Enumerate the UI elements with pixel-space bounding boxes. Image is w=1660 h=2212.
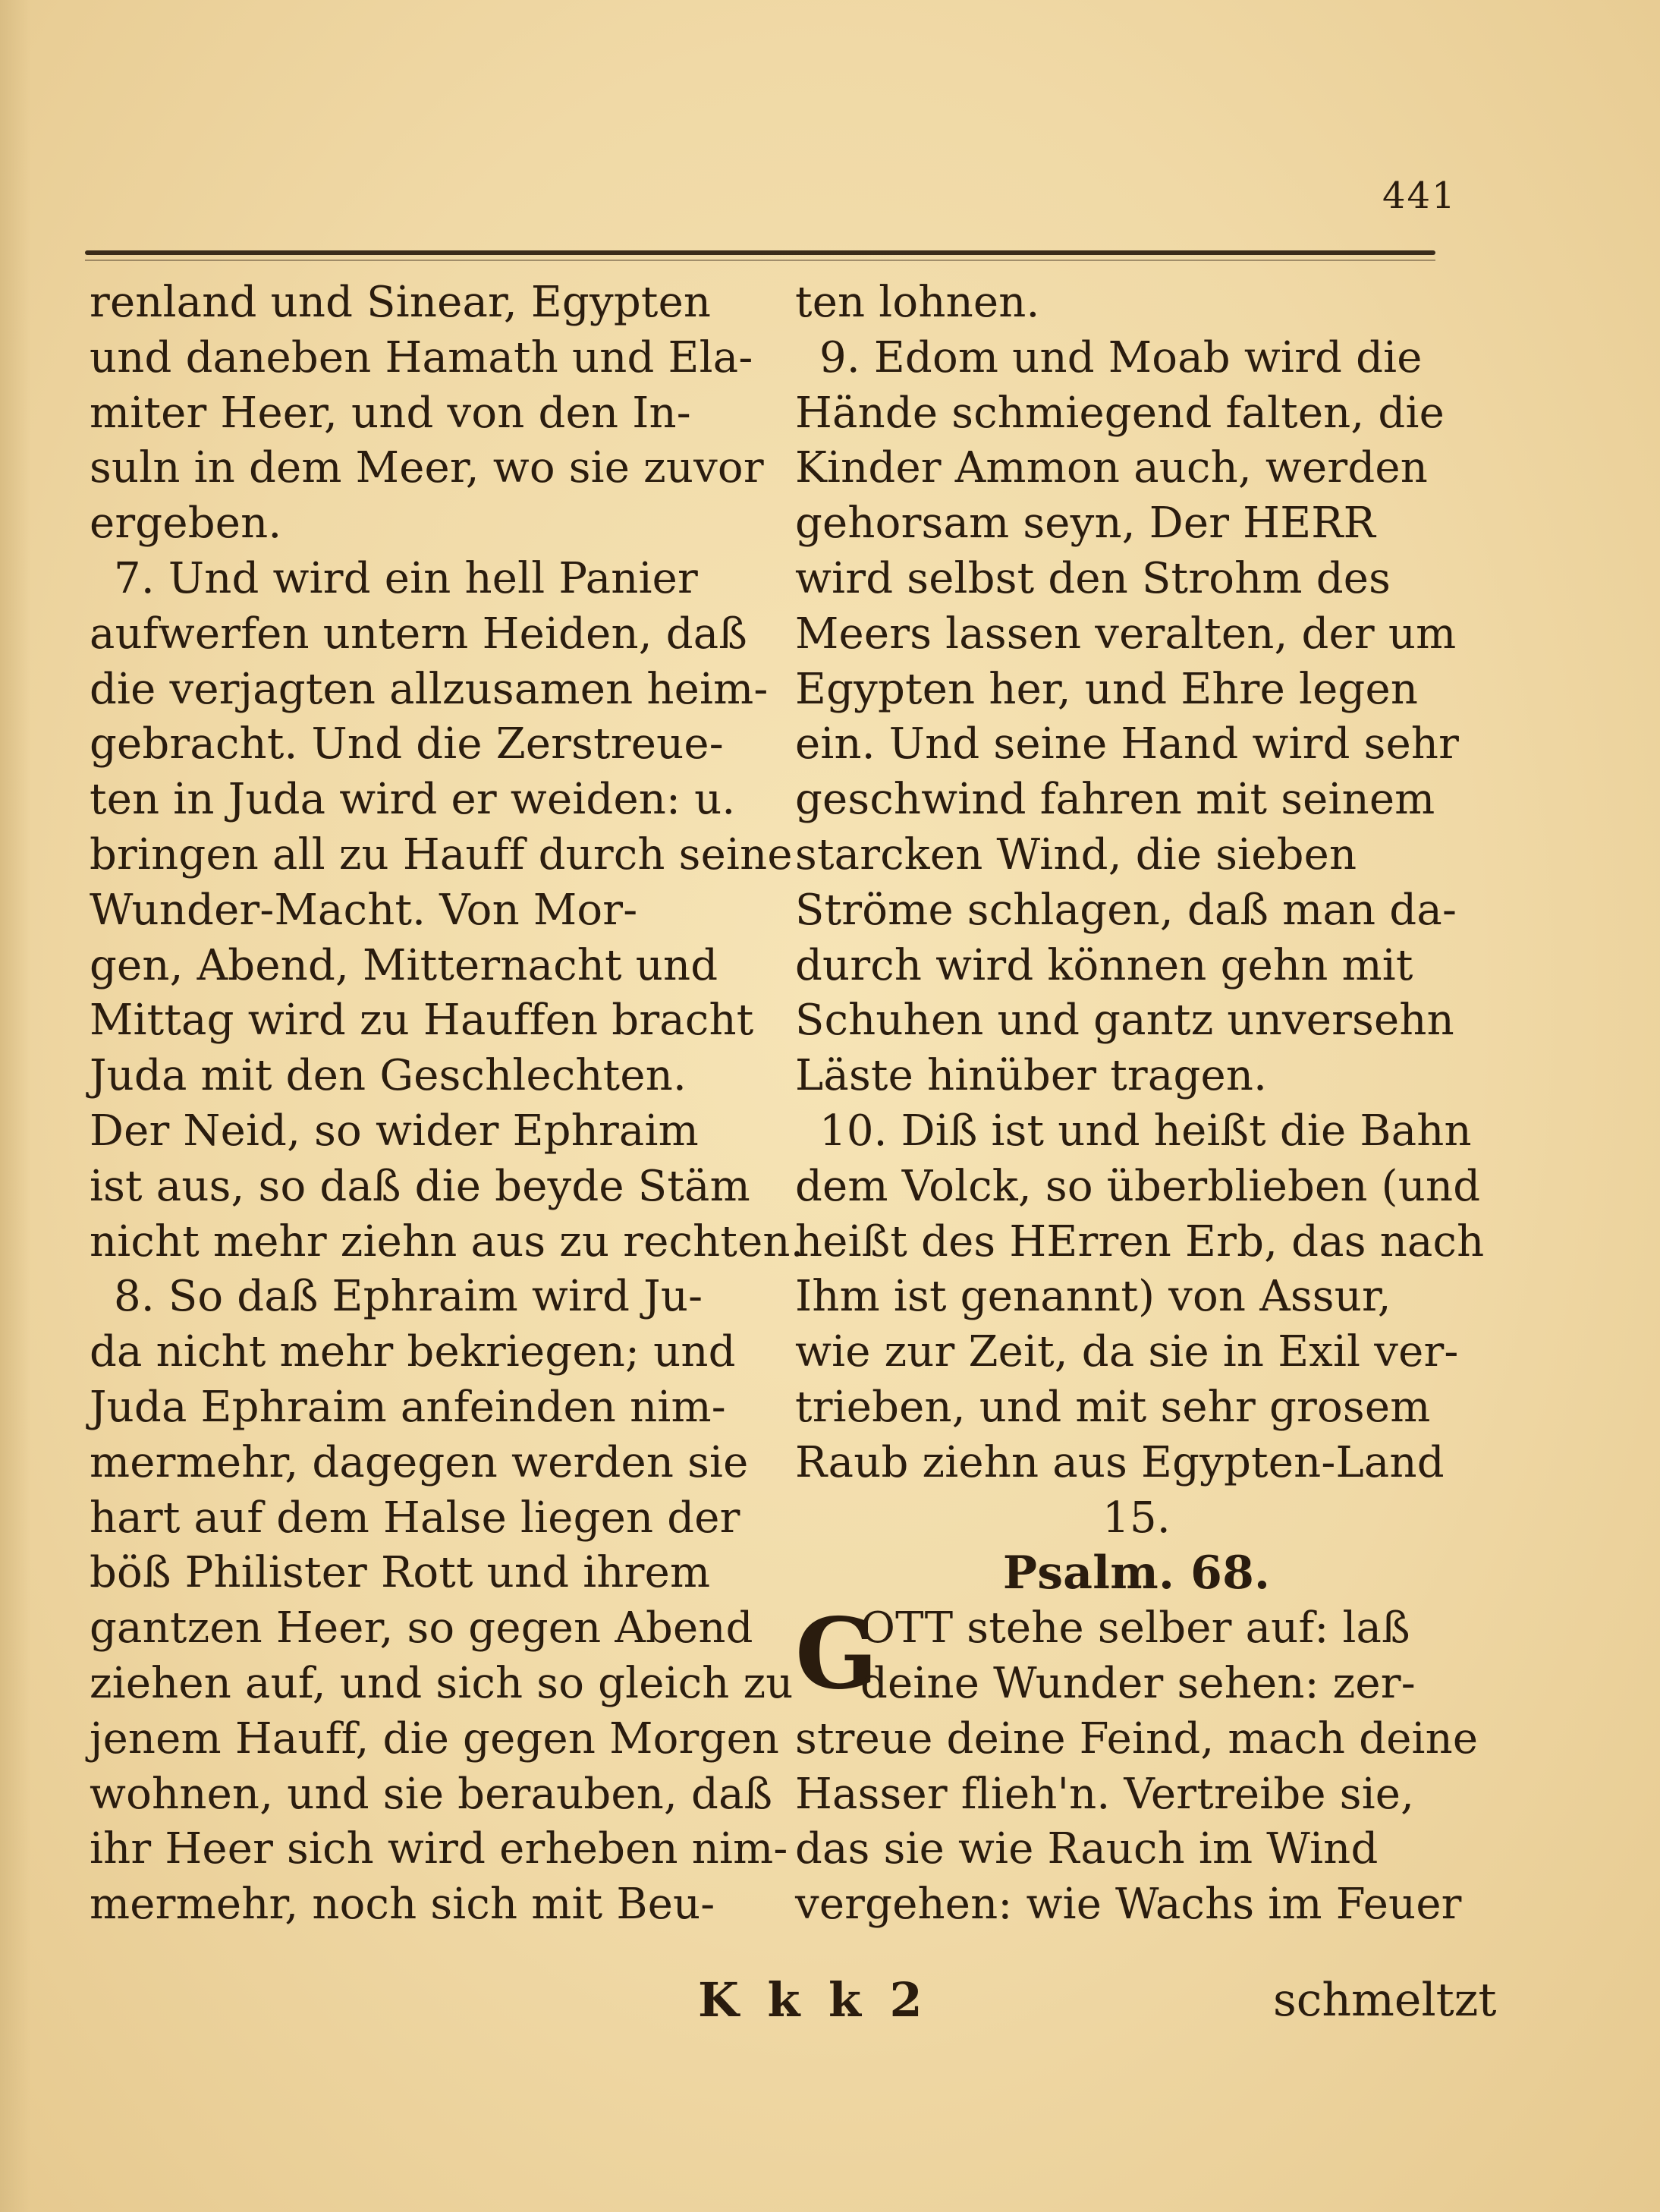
psalm-first-line-text: OTT stehe selber auf: laß (860, 1603, 1410, 1653)
printer-signature: K k k 2 (698, 1972, 929, 2028)
section-end-marker: 15. (1102, 1493, 1171, 1543)
text-line: Juda mit den Geschlechten. (90, 1051, 687, 1101)
text-line: geschwind fahren mit seinem (795, 775, 1435, 825)
page-gutter-shadow (0, 0, 30, 2212)
text-line: ihr Heer sich wird erheben nim- (90, 1824, 788, 1874)
text-line: Egypten her, und Ehre legen (795, 664, 1419, 714)
text-line: Mittag wird zu Hauffen bracht (90, 996, 754, 1046)
drop-cap-initial: G (795, 1597, 879, 1712)
text-line: gantzen Heer, so gegen Abend (90, 1603, 753, 1653)
text-line: Ströme schlagen, daß man da- (795, 885, 1457, 935)
text-line: die verjagten allzusamen heim- (90, 664, 769, 714)
text-line: wird selbst den Strohm des (795, 553, 1391, 603)
text-line: gen, Abend, Mitternacht und (90, 940, 718, 990)
text-line: jenem Hauff, die gegen Morgen (90, 1713, 780, 1764)
text-line: Der Neid, so wider Ephraim (90, 1106, 699, 1156)
text-line: durch wird können gehn mit (795, 940, 1413, 990)
text-line: Kinder Ammon auch, werden (795, 443, 1428, 493)
verse-start-line: 8. So daß Ephraim wird Ju- (114, 1272, 703, 1322)
text-line: Raub ziehn aus Egypten-Land (795, 1437, 1445, 1487)
text-line: Schuhen und gantz unversehn (795, 996, 1454, 1046)
text-line: ein. Und seine Hand wird sehr (795, 719, 1460, 769)
psalm-second-line: deine Wunder sehen: zer- (860, 1658, 1416, 1708)
text-line: dem Volck, so überblieben (und (795, 1161, 1481, 1211)
text-line: Hände schmiegend falten, die (795, 388, 1445, 438)
psalm-heading: Psalm. 68. (1002, 1547, 1271, 1600)
text-line: böß Philister Rott und ihrem (90, 1548, 711, 1598)
text-line: suln in dem Meer, wo sie zuvor (90, 443, 764, 493)
text-line: wie zur Zeit, da sie in Exil ver- (795, 1327, 1459, 1377)
verse-start-line: 7. Und wird ein hell Panier (114, 553, 698, 603)
text-line: Ihm ist genannt) von Assur, (795, 1272, 1391, 1322)
text-line: trieben, und mit sehr grosem (795, 1382, 1431, 1432)
text-line: hart auf dem Halse liegen der (90, 1493, 740, 1543)
text-line: Hasser flieh'n. Vertreibe sie, (795, 1769, 1415, 1819)
right-column (795, 275, 1485, 1933)
verse-start-line: 9. Edom und Moab wird die (819, 332, 1423, 382)
header-rule-thin (85, 260, 1435, 261)
text-line: Meers lassen veralten, der um (795, 609, 1457, 659)
text-line: miter Heer, und von den In- (90, 388, 691, 438)
text-line: nicht mehr ziehn aus zu rechten. (90, 1216, 804, 1266)
text-line: ist aus, so daß die beyde Stäm (90, 1161, 750, 1211)
text-line: mermehr, noch sich mit Beu- (90, 1880, 715, 1930)
verse-start-line: 10. Diß ist und heißt die Bahn (819, 1106, 1472, 1156)
catchword: schmeltzt (1273, 1974, 1497, 2027)
page-number: 441 (1382, 175, 1457, 217)
header-rule (85, 250, 1435, 255)
text-line: streue deine Feind, mach deine (795, 1713, 1479, 1764)
text-line: Wunder-Macht. Von Mor- (90, 885, 638, 935)
text-line: bringen all zu Hauff durch seine (90, 829, 793, 879)
text-line: Juda Ephraim anfeinden nim- (90, 1382, 726, 1432)
text-line: ten in Juda wird er weiden: u. (90, 775, 736, 825)
text-line: gehorsam seyn, Der HERR (795, 499, 1376, 549)
text-line: und daneben Hamath und Ela- (90, 332, 753, 382)
text-line: das sie wie Rauch im Wind (795, 1824, 1379, 1874)
text-line: starcken Wind, die sieben (795, 829, 1357, 879)
text-line: gebracht. Und die Zerstreue- (90, 719, 724, 769)
text-line: vergehen: wie Wachs im Feuer (795, 1880, 1462, 1930)
text-line: renland und Sinear, Egypten (90, 278, 712, 327)
text-line: ziehen auf, und sich so gleich zu (90, 1658, 794, 1708)
text-line: mermehr, dagegen werden sie (90, 1437, 749, 1487)
text-line: ten lohnen. (795, 278, 1040, 327)
text-line: Läste hinüber tragen. (795, 1051, 1268, 1101)
text-line: da nicht mehr bekriegen; und (90, 1327, 736, 1377)
text-line: aufwerfen untern Heiden, daß (90, 609, 747, 659)
text-line: ergeben. (90, 499, 282, 549)
text-line: wohnen, und sie berauben, daß (90, 1769, 773, 1819)
text-line: heißt des HErren Erb, das nach (795, 1216, 1485, 1266)
left-column (90, 275, 804, 1933)
